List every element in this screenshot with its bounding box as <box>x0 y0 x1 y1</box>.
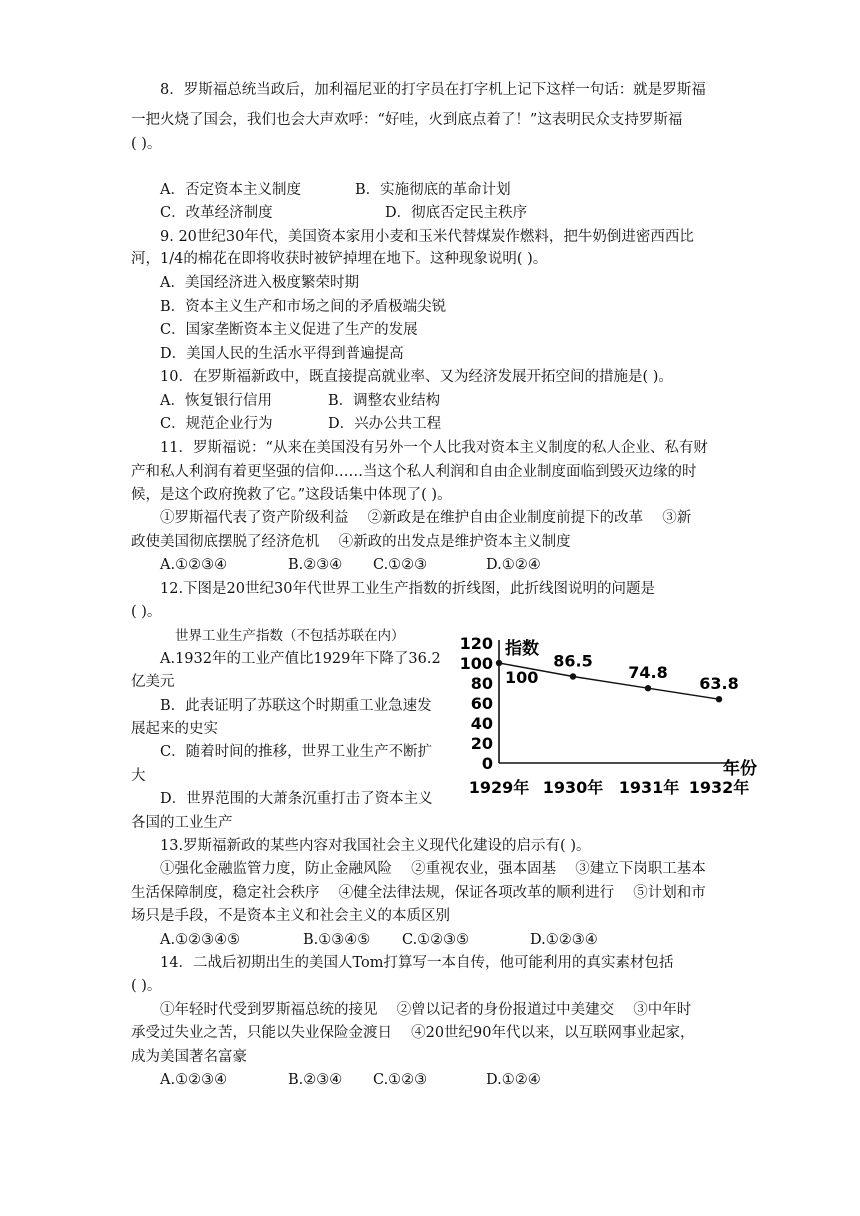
q9-option-a: A．美国经济进入极度繁荣时期 <box>160 275 359 291</box>
q12-option-a-2: 亿美元 <box>131 674 175 690</box>
q14-option-a: A.①②③④ <box>160 1072 228 1088</box>
y-tick-label: 20 <box>470 734 493 753</box>
data-label: 86.5 <box>553 651 593 671</box>
q12-option-b-2: 展起来的史实 <box>131 721 218 737</box>
q11-option-d: D.①②④ <box>486 557 541 573</box>
q11-statement-1: ①罗斯福代表了资产阶级利益 ②新政是在维护自由企业制度前提下的改革 ③新 <box>160 510 692 526</box>
x-axis-label: 年份 <box>723 759 757 779</box>
x-tick-label: 1929年 <box>468 778 530 797</box>
q8-line-1: 8．罗斯福总统当政后，加利福尼亚的打字员在打字机上记下这样一句话：就是罗斯福 <box>160 82 706 98</box>
q14-option-d: D.①②④ <box>486 1072 541 1088</box>
q14-line-1: 14．二战后初期出生的美国人Tom打算写一本自传，他可能利用的真实素材包括 <box>160 955 674 971</box>
q12-line-2: ( )。 <box>131 604 162 620</box>
q11-option-b: B.②③④ <box>288 557 343 573</box>
q13-statement-2: 生活保障制度，稳定社会秩序 ④健全法律法规，保证各项改革的顺利进行 ⑤计划和市 <box>131 885 706 901</box>
q10-line-1: 10．在罗斯福新政中，既直接提高就业率、又为经济发展开拓空间的措施是( )。 <box>160 369 673 385</box>
q13-option-c: C.①②③⑤ <box>402 932 470 948</box>
q12-option-c-1: C．随着时间的推移，世界工业生产不断扩 <box>160 744 433 760</box>
industrial-index-line-chart <box>455 630 775 805</box>
q14-option-b: B.②③④ <box>288 1072 343 1088</box>
q9-option-c: C．国家垄断资本主义促进了生产的发展 <box>160 322 418 338</box>
q9-option-b: B．资本主义生产和市场之间的矛盾极端尖锐 <box>160 299 447 315</box>
y-tick-label: 100 <box>459 654 493 673</box>
q10-option-d: D．兴办公共工程 <box>328 416 442 432</box>
q12-option-b-1: B．此表证明了苏联这个时期重工业急速发 <box>160 698 432 714</box>
x-tick-label: 1932年 <box>688 778 750 797</box>
q14-line-2: ( )。 <box>131 978 162 994</box>
data-label: 63.8 <box>699 674 739 694</box>
y-tick-label: 60 <box>470 694 493 713</box>
y-tick-label: 40 <box>470 714 493 733</box>
q13-line-1: 13.罗斯福新政的某些内容对我国社会主义现代化建设的启示有( )。 <box>160 838 591 854</box>
q10-option-a: A．恢复银行信用 <box>160 393 272 409</box>
q11-line-2: 产和私人利润有着更坚强的信仰……当这个私人利润和自由企业制度面临到毁灭边缘的时 <box>131 464 697 480</box>
data-point <box>496 660 502 666</box>
x-tick-label: 1930年 <box>542 778 604 797</box>
y-tick-label: 0 <box>481 754 493 773</box>
q12-option-a-1: A.1932年的工业产值比1929年下降了36.2 <box>160 651 441 667</box>
q13-option-d: D.①②③④ <box>530 932 598 948</box>
q8-option-c: C．改革经济制度 <box>160 205 273 221</box>
y-tick-label: 80 <box>470 674 493 693</box>
q12-line-1: 12.下图是20世纪30年代世界工业生产指数的折线图，此折线图说明的问题是 <box>160 581 655 597</box>
data-point <box>716 696 722 702</box>
y-tick-label: 120 <box>459 634 493 653</box>
q13-option-a: A.①②③④⑤ <box>160 932 241 948</box>
data-point <box>645 685 651 691</box>
data-point <box>570 673 576 679</box>
q11-line-3: 候，是这个政府挽救了它。”这段话集中体现了( )。 <box>131 487 452 503</box>
q14-option-c: C.①②③ <box>373 1072 428 1088</box>
q11-statement-2: 政使美国彻底摆脱了经济危机 ④新政的出发点是维护资本主义制度 <box>131 534 571 550</box>
q14-statement-1: ①年轻时代受到罗斯福总统的接见 ②曾以记者的身份报道过中美建交 ③中年时 <box>160 1002 692 1018</box>
q11-option-a: A.①②③④ <box>160 557 228 573</box>
q8-line-3: ( )。 <box>131 136 162 152</box>
data-label: 74.8 <box>628 663 668 683</box>
q9-option-d: D．美国人民的生活水平得到普遍提高 <box>160 346 404 362</box>
q11-line-1: 11．罗斯福说：“从来在美国没有另外一个人比我对资本主义制度的私人企业、私有财 <box>160 440 708 456</box>
q8-option-b: B．实施彻底的革命计划 <box>355 182 511 198</box>
q14-statement-2: 承受过失业之苦，只能以失业保险金渡日 ④20世纪90年代以来，以互联网事业起家， <box>131 1025 695 1041</box>
x-tick-label: 1931年 <box>618 778 680 797</box>
q8-line-2: 一把火烧了国会，我们也会大声欢呼：“好哇，火到底点着了！”这表明民众支持罗斯福 <box>131 112 683 128</box>
q13-statement-1: ①强化金融监管力度，防止金融风险 ②重视农业，强本固基 ③建立下岗职工基本 <box>160 861 706 877</box>
q10-option-b: B．调整农业结构 <box>328 393 441 409</box>
data-label: 100 <box>505 668 539 687</box>
q12-option-d-1: D．世界范围的大萧条沉重打击了资本主义 <box>160 791 433 807</box>
q8-option-d: D．彻底否定民主秩序 <box>385 205 528 221</box>
q12-option-c-2: 大 <box>131 768 146 784</box>
q12-option-d-2: 各国的工业生产 <box>131 815 233 831</box>
q9-line-1: 9. 20世纪30年代，美国资本家用小麦和玉米代替煤炭作燃料，把牛奶倒进密西西比 <box>160 229 694 245</box>
q13-statement-3: 场只是手段，不是资本主义和社会主义的本质区别 <box>131 908 450 924</box>
q13-option-b: B.①③④⑤ <box>303 932 371 948</box>
q11-option-c: C.①②③ <box>373 557 428 573</box>
chart-title: 世界工业生产指数（不包括苏联在内） <box>175 628 405 644</box>
q10-option-c: C．规范企业行为 <box>160 416 273 432</box>
y-axis-label: 指数 <box>505 639 539 659</box>
q9-line-2: 河，1/4的棉花在即将收获时被铲掉埋在地下。这种现象说明( )。 <box>131 251 548 267</box>
q14-statement-3: 成为美国著名富豪 <box>131 1049 247 1065</box>
q8-option-a: A．否定资本主义制度 <box>160 182 301 198</box>
